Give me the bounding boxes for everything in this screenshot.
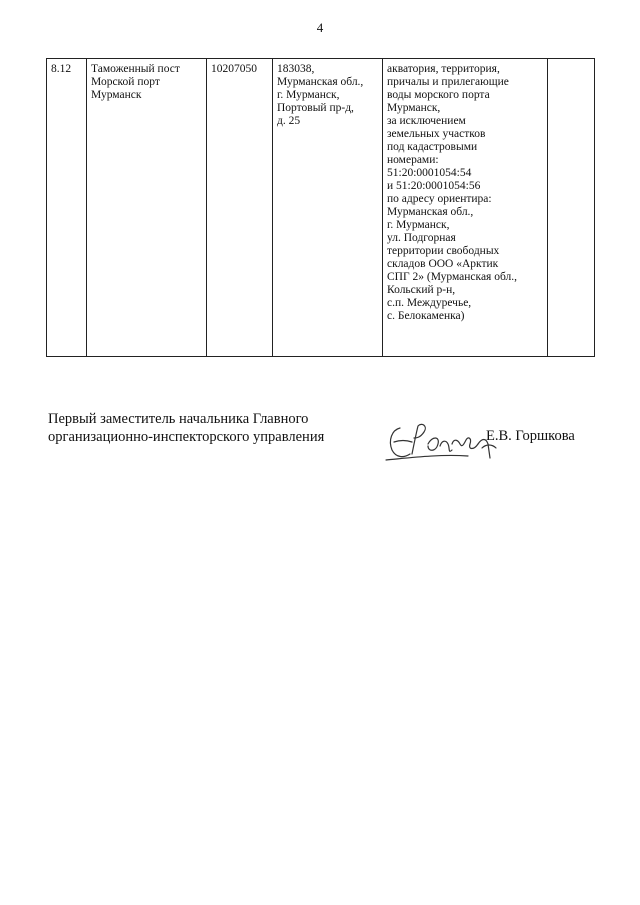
post-code-cell [207,59,273,357]
table-row [47,59,595,357]
operation-zone: акватория, территория, причалы и прилегающие воды морского порта Мурманск, за исключением земельных участков под кадастровыми номерами: 51:20:0001054:54 и 51:20:0001054:56 по адресу ориентира: Мурманская обл., г. Мурманск, ул. Подгорная территории свободных складов ООО «Арктик СПГ 2» (Мурманская обл., Кольский р-н, с.п. Междуречье, с. Белокаменка) [387,63,518,322]
signature-block [48,410,598,470]
address-cell [273,59,383,357]
page-number: 4 [316,20,324,35]
post-address: 183038, Мурманская обл., г. Мурманск, Портовый пр-д, д. 25 [277,63,364,127]
signer-title: Первый заместитель начальника Главного организационно-инспекторского управления [48,411,325,445]
extra-cell [548,59,595,357]
zone-cell [383,59,548,357]
customs-posts-table [46,58,595,357]
row-number-cell [47,59,87,357]
row-number: 8.12 [51,63,72,75]
post-name: Таможенный пост Морской порт Мурманск [91,63,180,101]
signer-name: Е.В. Горшкова [486,428,575,444]
post-code: 10207050 [211,63,257,75]
post-name-cell [87,59,207,357]
